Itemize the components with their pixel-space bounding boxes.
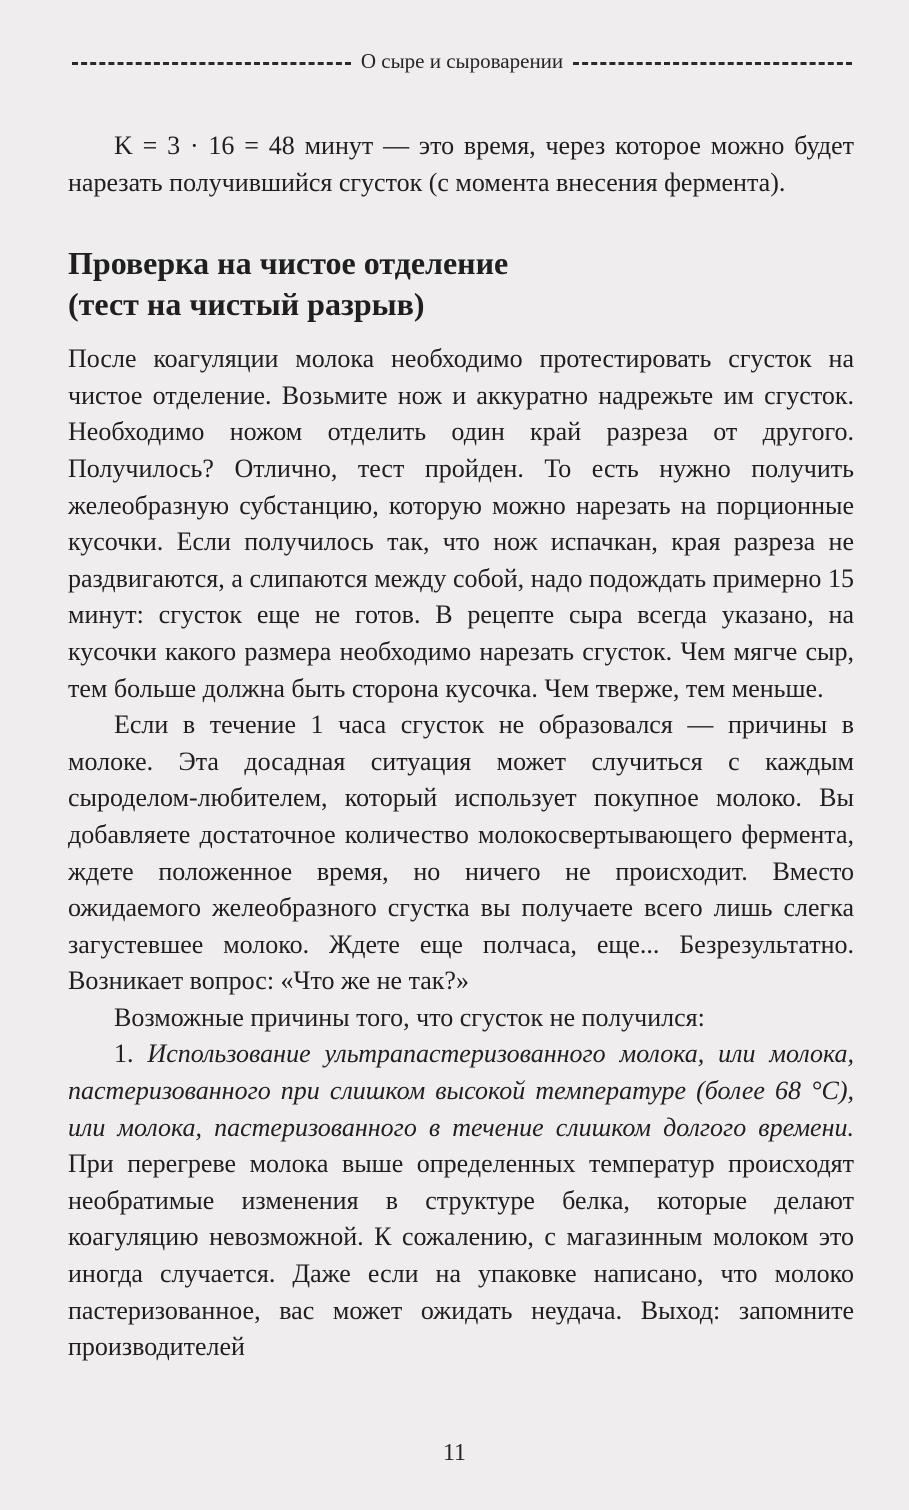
paragraph-1: После коагуляции молока необходимо протестировать сгусток на чистое отделение. Возьмите нож и аккуратно надрежьте им сгусток. Необходимо ножом отделить один край разреза от другого. Получилось? Отлично, тест пройден. То есть нужно получить желеобразную субстанцию, которую можно нарезать на порционные кусочки. Если получилось так, что нож испачкан, края разреза не раздвигаются, а слипаются между собой, надо подождать примерно 15 минут: сгусток еще не готов. В рецепте сыра всегда указано, на кусочки какого размера необходимо нарезать сгусток. Чем мягче сыр, тем больше должна быть сторона кусочка. Чем тверже, тем меньше. <box>68 344 854 703</box>
header-dash-left <box>72 62 351 65</box>
section-heading <box>68 243 854 325</box>
intro-paragraph: K = 3 · 16 = 48 минут — это время, через которое можно будет нарезать получившийся сгусток (с момента внесения фермента). <box>68 131 854 197</box>
running-title: О сыре и сыроварении <box>360 48 564 73</box>
page-body <box>68 128 854 1366</box>
italic-cause: Использование ультрапастеризованного молока, или молока, пастеризованного при слишком высокой температуре (более 68 °С), или молока, пастеризованного в течение слишком долгого времени. <box>68 1039 854 1142</box>
paragraph-2: Если в течение 1 часа сгусток не образовался — причины в молоке. Эта досадная ситуация может случиться с каждым сыроделом-любителем, который использует покупное молоко. Вы добавляете достаточное количество молокосвертывающего фермента, ждете положенное время, но ничего не происходит. Вместо ожидаемого желеобразного сгустка вы получаете всего лишь слегка загустевшее молоко. Ждете еще полчаса, еще... Безрезультатно. Возникает вопрос: «Что же не так?» <box>68 710 854 996</box>
section-heading-line-1: Проверка на чистое отделение <box>68 245 509 282</box>
section-heading-line-2: (тест на чистый разрыв) <box>68 286 425 323</box>
page-number: 11 <box>442 1440 467 1466</box>
list-number: 1. <box>114 1039 134 1069</box>
header-dash-right <box>573 62 852 65</box>
paragraph-3: Возможные причины того, что сгусток не получился: <box>114 1002 705 1032</box>
running-header <box>72 46 852 76</box>
paragraph-4 <box>68 1036 854 1365</box>
cause-explanation: При перегреве молока выше определенных температур происходят необратимые изменения в структуре белка, которые делают коагуляцию невозможной. К сожалению, с магазинным молоком это иногда случается. Даже если на упаковке написано, что молоко пастеризованное, вас может ожидать неудача. Выход: запомните производителей <box>68 1149 854 1362</box>
